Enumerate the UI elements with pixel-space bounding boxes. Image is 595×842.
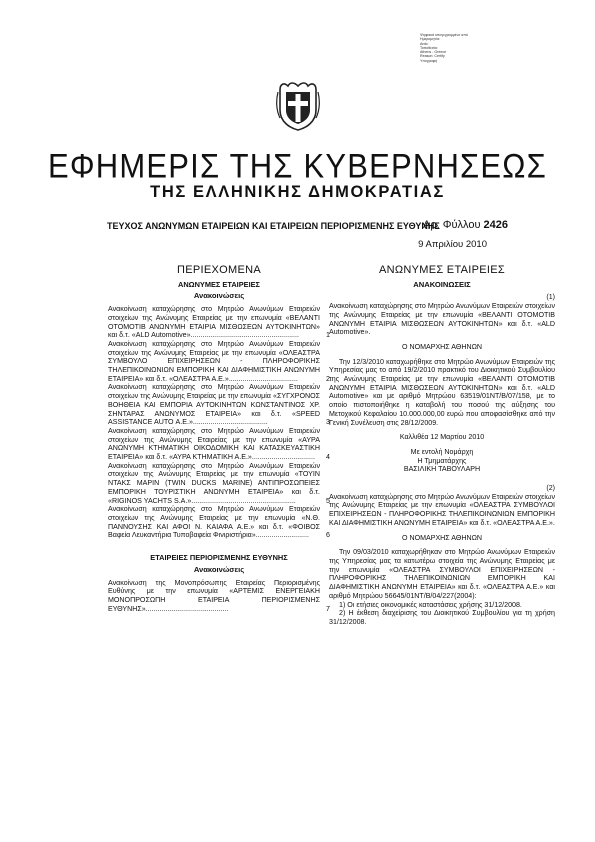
toc-entry[interactable]	[108, 340, 330, 384]
signature-name: ΒΑΣΙΛΙΚΗ ΤΑΒΟΥΛΑΡΗ	[403, 465, 481, 474]
stamp-line: Υπογραφή	[420, 58, 438, 63]
contents-title: ΠΕΡΙΕΧΟΜΕΝΑ	[177, 264, 261, 276]
toc-entry[interactable]	[108, 383, 330, 427]
notice-number: (2)	[546, 484, 555, 493]
contents-section-heading: ΑΝΩΝΥΜΕΣ ΕΤΑΙΡΕΙΕΣ	[177, 279, 260, 289]
signature-line: Η Τμηματάρχης	[417, 456, 467, 465]
notice-paragraph: 2) Η έκθεση διαχείρισης του Διοικητικού Συμβουλίου για τη χρήση 31/12/2008.	[329, 609, 555, 626]
toc-entry-text: Ανακοίνωση καταχώρησης στο Μητρώο Ανωνύμων Εταιρειών στοιχείων της Ανώνυμης Εταιρείας με την επωνυμία «ΑΥΡΑ ΑΝΩΝΥΜΗ ΚΤΗΜΑΤΙΚΗ ΟΙΚΟΔΟΜΙΚΗ ΚΑΙ ΚΑΤΑΣΚΕΥΑΣΤΙΚΗ ΕΤΑΙΡΕΙΑ» και δ.τ. «ΑΥΡΑ ΚΤΗΜΑΤΙΚΗ Α.Ε.»................................	[108, 426, 320, 462]
stamp-line: Αιτία:	[420, 41, 429, 46]
toc-entry[interactable]	[108, 462, 330, 506]
body-title: ΑΝΩΝΥΜΕΣ ΕΤΑΙΡΕΙΕΣ	[378, 264, 506, 276]
toc-page-number: 1	[326, 331, 330, 340]
stamp-line: Ημερομηνία:	[420, 37, 441, 42]
contents-column	[108, 262, 330, 613]
stamp-line: Athens - Greece	[420, 50, 447, 55]
toc-entry-text: Ανακοίνωση καταχώρησης στο Μητρώο Ανωνύμων Εταιρειών στοιχείων της Ανώνυμης Εταιρείας με την επωνυμία «ΒΕΛΑΝΤΙ ΟΤΟΜΟΤΙΒ ΑΝΩΝΥΜΗ ΕΤΑΙΡΙΑ ΜΙΣΘΩΣΕΩΝ ΑΥΤΟΚΙΝΗΤΩΝ» και δ.τ. «ALD Automotive».......................................................	[108, 305, 320, 340]
digital-signature-stamp	[420, 33, 480, 63]
toc-entry[interactable]	[108, 505, 330, 540]
coat-of-arms-icon	[276, 80, 320, 132]
notice-authority: Ο ΝΟΜΑΡΧΗΣ ΑΘΗΝΩΝ	[401, 533, 483, 542]
stamp-line: Ψηφιακά υπογεγραμμένο από	[420, 33, 468, 37]
toc-entry[interactable]	[108, 427, 330, 462]
notice-paragraph: Την 09/03/2010 καταχωρήθηκαν στο Μητρώο Ανωνύμων Εταιρειών της Υπηρεσίας μας τα κατωτέρω στοιχεία της Ανώνυμης Εταιρείας με την επωνυμία «ΟΛΕΑΣΤΡΑ ΣΥΜΒΟΥΛΟΙ ΕΠΙΧΕΙΡΗΣΕΩΝ - ΠΛΗΡΟΦΟΡΙΚΗΣ ΤΗΛΕΠΙΚΟΙΝΩΝΙΩΝ ΕΜΠΟΡΙΚΗ ΚΑΙ ΔΙΑΦΗΜΙΣΤΙΚΗ ΑΝΩΝΥΜΗ ΕΤΑΙΡΕΙΑ» και δ.τ. «ΟΛΕΑΣΤΡΑ Α.Ε.» και αριθμό Μητρώου 56645/01ΝΤ/Β/04/227(2004):	[329, 548, 555, 600]
toc-entry-text: Ανακοίνωση της Μονοπρόσωπης Εταιρείας Περιορισμένης Ευθύνης με την επωνυμία «ΑΡΤΕΜΙΣ ΕΝΕΡΓΕΙΑΚΗ ΜΟΝΟΠΡΟΣΩΠΗ ΕΤΑΙΡΕΙΑ ΠΕΡΙΟΡΙΣΜΕΝΗΣ ΕΥΘΥΝΗΣ»..........................................	[108, 578, 320, 613]
toc-page-number: 6	[326, 531, 330, 540]
toc-entry-text: Ανακοίνωση καταχώρησης στο Μητρώο Ανωνύμων Εταιρειών στοιχείων της Ανώνυμης Εταιρείας με την επωνυμία «Ν.Θ. ΠΑΝΝΟΥΣΗΣ ΚΑΙ ΑΦΟΙ Ν. ΚΑΙΑΦΑ Α.Ε.» και δ.τ. «ΦΟΙΒΟΣ Βαφεία Λευκαντήρια Τυποβαφεία Φινιριστήρια»...........................	[108, 505, 320, 540]
body-subheading: ΑΝΑΚΟΙΝΩΣΕΙΣ	[413, 279, 471, 289]
toc-entry-text: Ανακοίνωση καταχώρησης στο Μητρώο Ανωνύμων Εταιρειών στοιχείων της Ανώνυμης Εταιρείας με την επωνυμία «ΟΛΕΑΣΤΡΑ ΣΥΜΒΟΥΛΟ ΕΠΙΧΕΙΡΗΣΕΩΝ - ΠΛΗΡΟΦΟΡΙΚΗΣ ΤΗΛΕΠΙΚΟΙΝΩΝΙΩΝ ΕΜΠΟΡΙΚΗ ΚΑΙ ΔΙΑΦΗΜΙΣΤΙΚΗ ΑΝΩΝΥΜΗ ΕΤΑΙΡΕΙΑ» και δ.τ. «ΟΛΕΑΣΤΡΑ Α.Ε.»...................................	[108, 339, 320, 383]
gazette-title: ΕΦΗΜΕΡΙΣ ΤΗΣ ΚΥΒΕΡΝΗΣΕΩΣ	[47, 146, 548, 186]
issue-type: ΤΕΥΧΟΣ ΑΝΩΝΥΜΩΝ ΕΤΑΙΡΕΙΩΝ ΚΑΙ ΕΤΑΙΡΕΙΩΝ ΠΕΡΙΟΡΙΣΜΕΝΗΣ ΕΥΘΥΝΗΣ	[107, 221, 440, 231]
sheet-number-value: 2426	[483, 219, 509, 231]
issue-date: 9 Απριλίου 2010	[418, 239, 487, 250]
notice-summary: Ανακοίνωση καταχώρησης στο Μητρώο Ανωνύμων Εταιρειών στοιχείων της Ανώνυμης Εταιρείας με την επωνυμία «ΒΕΛΑΝΤΙ ΟΤΟΜΟΤΙΒ ΑΝΩΝΥΜΗ ΕΤΑΙΡΙΑ ΜΙΣΘΩΣΕΩΝ ΑΥΤΟΚΙΝΗΤΩΝ» και δ.τ. «ALD Automotive».	[329, 302, 555, 337]
contents-section-subheading: Ανακοινώσεις	[193, 291, 245, 301]
toc-entry-text: Ανακοίνωση καταχώρησης στο Μητρώο Ανωνύμων Εταιρειών στοιχείων της Ανώνυμης Εταιρείας με την επωνυμία «ΤΟΥΙΝ ΝΤΑΚΣ ΜΑΡΙΝ (TWIN DUCKS MARINE) ΑΝΤΙΠΡΟΣΩΠΕΙΕΣ ΕΜΠΟΡΙΚΗ ΤΟΥΡΙΣΤΙΚΗ ΑΝΩΝΥΜΗ ΕΤΑΙΡΕΙΑ» και δ.τ. «RIGINOS YACHTS S.A.».....................................................	[108, 461, 320, 505]
sheet-label: Αρ. Φύλλου	[423, 219, 481, 231]
toc-page-number: 5	[326, 496, 330, 505]
toc-page-number: 4	[326, 453, 330, 462]
contents-section-heading: ΕΤΑΙΡΕΙΕΣ ΠΕΡΙΟΡΙΣΜΕΝΗΣ ΕΥΘΥΝΗΣ	[150, 553, 288, 563]
gazette-subtitle: ΤΗΣ ΕΛΛΗΝΙΚΗΣ ΔΗΜΟΚΡΑΤΙΑΣ	[150, 183, 445, 201]
toc-entry[interactable]	[108, 305, 330, 340]
notice-summary: Ανακοίνωση καταχώρησης στο Μητρώο Ανωνύμων Εταιρειών στοιχείων της Ανώνυμης Εταιρείας με την επωνυμία «ΟΛΕΑΣΤΡΑ ΣΥΜΒΟΥΛΟΙ ΕΠΙΧΕΙΡΗΣΕΩΝ - ΠΛΗΡΟΦΟΡΙΚΗΣ ΤΗΛΕΠΙΚΟΙΝΩΝΙΩΝ ΕΜΠΟΡΙΚΗ ΚΑΙ ΔΙΑΦΗΜΙΣΤΙΚΗ ΑΝΩΝΥΜΗ ΕΤΑΙΡΕΙΑ» και δ.τ. «ΟΛΕΑΣΤΡΑ Α.Ε.».	[329, 492, 555, 527]
toc-page-number: 7	[326, 604, 330, 613]
notice-number: (1)	[546, 293, 555, 302]
toc-entry-text: Ανακοίνωση καταχώρησης στο Μητρώο Ανωνύμων Εταιρειών στοιχείων της Ανώνυμης Εταιρείας με την επωνυμία «ΣΥΓΧΡΟΝΟΣ ΒΟΗΘΕΙΑ ΚΑΙ ΕΜΠΟΡΙΑ ΑΥΤΟΚΙΝΗΤΩΝ ΚΩΝΣΤΑΝΤΙΝΟΣ ΧΡ. ΣΗΝΤΑΡΑΣ ΑΝΩΝΥΜΟΣ ΕΤΑΙΡΕΙΑ» και δ.τ. «SPEED ASSISTANCE AUTO Α.Ε.»......................................	[108, 383, 320, 427]
stamp-line: Reason: Certify	[420, 54, 445, 59]
stamp-line: Τοποθεσία:	[420, 45, 438, 50]
notice-authority: Ο ΝΟΜΑΡΧΗΣ ΑΘΗΝΩΝ	[401, 342, 483, 351]
sheet-number	[423, 219, 508, 231]
contents-section-subheading: Ανακοινώσεις	[193, 564, 245, 574]
toc-page-number: 3	[326, 418, 330, 427]
notice-paragraph: 1) Οι ετήσιες οικονομικές καταστάσεις χρήσης 31/12/2008.	[339, 600, 522, 609]
toc-page-number: 2	[326, 374, 330, 383]
notice-paragraph: Την 12/3/2010 καταχωρήθηκε στο Μητρώο Ανωνύμων Εταιρειών της Υπηρεσίας μας το από 19/2/2010 πρακτικό του Διοικητικού Συμβουλίου της Ανώνυμης Εταιρείας με την επωνυμία «ΒΕΛΑΝΤΙ ΟΤΟΜΟΤΙΒ ΑΝΩΝΥΜΗ ΕΤΑΙΡΙΑ ΜΙΣΘΩΣΕΩΝ ΑΥΤΟΚΙΝΗΤΩΝ» και δ.τ. «ALD Automotive» και με αριθμό Μητρώου 63519/01ΝΤ/Β/07/158, με το οποίο πιστοποιήθηκε η καταβολή του ποσού της αύξησης του Μετοχικού Κεφαλαίου 10.000.000,00 ευρώ που αποφασίσθηκε από την Γενική Συνέλευση στις 28/12/2009.	[329, 357, 555, 427]
toc-entry[interactable]	[108, 579, 330, 614]
body-column	[329, 262, 555, 627]
notice-place-date: Καλλιθέα 12 Μαρτίου 2010	[399, 433, 485, 442]
signature-line: Με εντολή Νομάρχη	[410, 447, 474, 456]
